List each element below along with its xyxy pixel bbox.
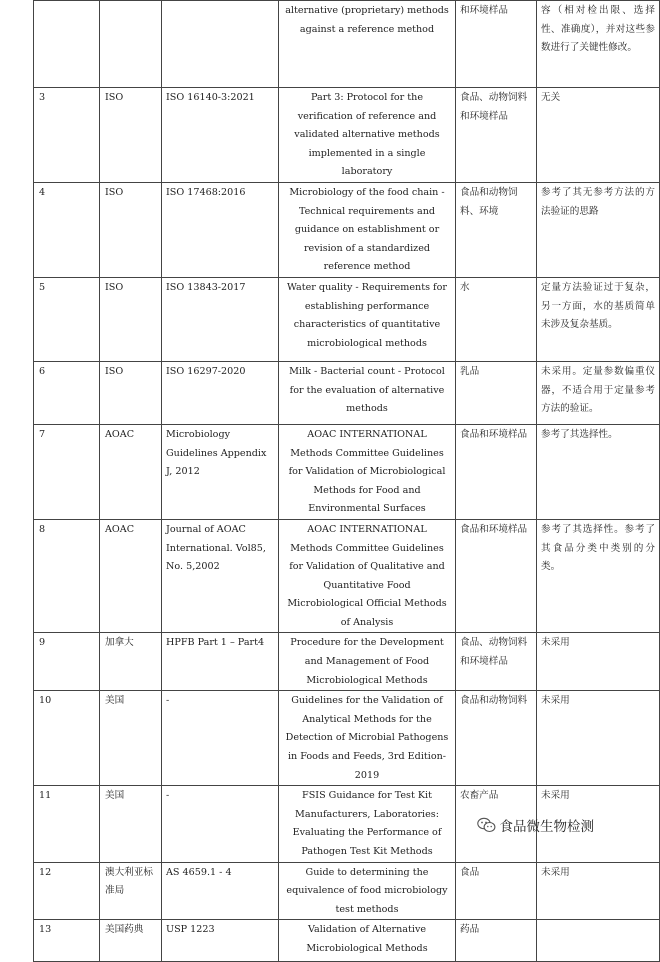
watermark-text: 食品微生物检测	[499, 819, 594, 835]
organization-cell: 澳大利亚标准局	[100, 862, 162, 920]
row-number: 12	[34, 862, 100, 920]
row-number: 7	[34, 424, 100, 519]
document-title-cell: Water quality - Requirements for establishing performance characteristics of quantitative microbiological methods	[279, 277, 456, 361]
organization-cell: AOAC	[100, 519, 162, 633]
document-title-cell: AOAC INTERNATIONAL Methods Committee Guidelines for Validation of Microbiological Methods for Food and Environmental Surfaces	[279, 424, 456, 519]
document-title-cell: Validation of Alternative Microbiological Methods	[279, 920, 456, 962]
scope-cell: 和环境样品	[456, 1, 537, 88]
row-number: 11	[34, 786, 100, 862]
table-row	[34, 182, 660, 277]
organization-cell: 美国药典	[100, 920, 162, 962]
organization-cell: ISO	[100, 361, 162, 424]
organization-cell: AOAC	[100, 424, 162, 519]
standard-number-cell: HPFB Part 1 – Part4	[162, 633, 279, 691]
standard-number-cell: Microbiology Guidelines Appendix J, 2012	[162, 424, 279, 519]
note-cell: 未采用	[537, 786, 660, 862]
note-cell: 未采用	[537, 633, 660, 691]
table-row	[34, 361, 660, 424]
note-cell: 参考了其无参考方法的方法验证的思路	[537, 182, 660, 277]
note-cell: 未采用。定量参数偏重仪器，不适合用于定量参考方法的验证。	[537, 361, 660, 424]
scope-cell: 食品	[456, 862, 537, 920]
table-row	[34, 519, 660, 633]
row-number: 8	[34, 519, 100, 633]
row-number: 4	[34, 182, 100, 277]
scope-cell: 食品和环境样品	[456, 424, 537, 519]
note-cell: 未采用	[537, 691, 660, 786]
document-title-cell: Microbiology of the food chain - Technical requirements and guidance on establishment or revision of a standardized reference method	[279, 182, 456, 277]
table-row	[34, 88, 660, 183]
standard-number-cell: ISO 17468:2016	[162, 182, 279, 277]
document-title-cell: Guidelines for the Validation of Analytical Methods for the Detection of Microbial Pathogens in Foods and Feeds, 3rd Edition-2019	[279, 691, 456, 786]
document-title-cell: alternative (proprietary) methods against a reference method	[279, 1, 456, 88]
scope-cell: 食品、动物饲料和环境样品	[456, 633, 537, 691]
standard-number-cell: -	[162, 691, 279, 786]
standard-number-cell	[162, 1, 279, 88]
scope-cell: 农畜产品	[456, 786, 537, 862]
scope-cell: 食品和动物饲料、环境	[456, 182, 537, 277]
row-number	[34, 1, 100, 88]
table-row	[34, 920, 660, 962]
standard-number-cell: ISO 13843-2017	[162, 277, 279, 361]
table-row	[34, 424, 660, 519]
standard-number-cell: -	[162, 786, 279, 862]
row-number: 3	[34, 88, 100, 183]
table-row	[34, 1, 660, 88]
organization-cell: ISO	[100, 182, 162, 277]
table-row	[34, 633, 660, 691]
standard-number-cell: ISO 16140-3:2021	[162, 88, 279, 183]
document-title-cell: FSIS Guidance for Test Kit Manufacturers, Laboratories: Evaluating the Performance of Pathogen Test Kit Methods	[279, 786, 456, 862]
note-cell: 未采用	[537, 862, 660, 920]
row-number: 6	[34, 361, 100, 424]
scope-cell: 水	[456, 277, 537, 361]
organization-cell: 美国	[100, 691, 162, 786]
row-number: 9	[34, 633, 100, 691]
document-title-cell: AOAC INTERNATIONAL Methods Committee Guidelines for Validation of Qualitative and Quantitative Food Microbiological Official Methods of Analysis	[279, 519, 456, 633]
note-cell	[537, 920, 660, 962]
scope-cell: 乳品	[456, 361, 537, 424]
table-row	[34, 277, 660, 361]
organization-cell: 美国	[100, 786, 162, 862]
organization-cell	[100, 1, 162, 88]
document-title-cell: Guide to determining the equivalence of food microbiology test methods	[279, 862, 456, 920]
standard-number-cell: USP 1223	[162, 920, 279, 962]
note-cell: 参考了其选择性。参考了其食品分类中类别的分类。	[537, 519, 660, 633]
standard-number-cell: AS 4659.1 - 4	[162, 862, 279, 920]
organization-cell: 加拿大	[100, 633, 162, 691]
table-row	[34, 862, 660, 920]
organization-cell: ISO	[100, 88, 162, 183]
table-row	[34, 691, 660, 786]
note-cell: 容（相对检出限、选择性、准确度），并对这些参数进行了关键性修改。	[537, 1, 660, 88]
scope-cell: 食品、动物饲料和环境样品	[456, 88, 537, 183]
standard-number-cell: ISO 16297-2020	[162, 361, 279, 424]
organization-cell: ISO	[100, 277, 162, 361]
scope-cell: 食品和环境样品	[456, 519, 537, 633]
row-number: 5	[34, 277, 100, 361]
document-title-cell: Milk - Bacterial count - Protocol for the evaluation of alternative methods	[279, 361, 456, 424]
row-number: 10	[34, 691, 100, 786]
scope-cell: 药品	[456, 920, 537, 962]
row-number: 13	[34, 920, 100, 962]
note-cell: 无关	[537, 88, 660, 183]
document-title-cell: Part 3: Protocol for the verification of reference and validated alternative methods implemented in a single laboratory	[279, 88, 456, 183]
note-cell: 参考了其选择性。	[537, 424, 660, 519]
watermark	[477, 815, 595, 835]
document-title-cell: Procedure for the Development and Management of Food Microbiological Methods	[279, 633, 456, 691]
standard-number-cell: Journal of AOAC International. Vol85, No. 5,2002	[162, 519, 279, 633]
scope-cell: 食品和动物饲料	[456, 691, 537, 786]
note-cell: 定量方法验证过于复杂，另一方面，水的基质简单未涉及复杂基质。	[537, 277, 660, 361]
wechat-icon	[477, 817, 496, 833]
